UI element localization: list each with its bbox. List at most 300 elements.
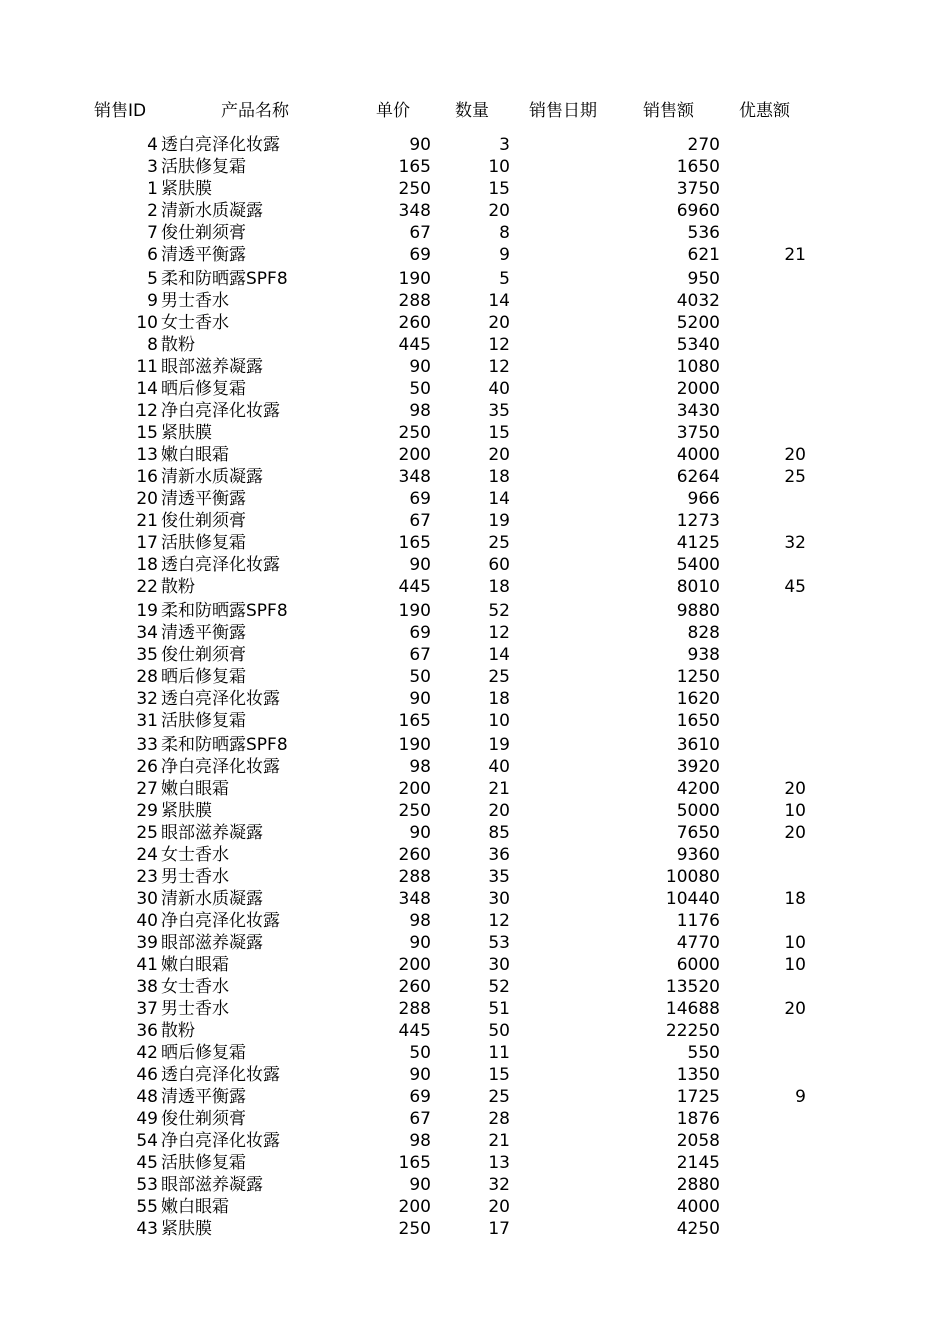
cell-sales-amount: 5340 — [676, 335, 720, 355]
cell-sales-id: 31 — [136, 711, 158, 731]
cell-discount: 45 — [784, 577, 806, 597]
table-row — [0, 244, 950, 266]
cell-sales-id: 41 — [136, 955, 158, 975]
cell-sales-amount: 22250 — [665, 1021, 720, 1041]
table-row — [0, 1042, 950, 1064]
cell-product-name: 柔和防晒露SPF8 — [161, 269, 288, 289]
cell-sales-id: 19 — [136, 601, 158, 621]
cell-product-name: 嫩白眼霜 — [161, 955, 229, 975]
table-row — [0, 312, 950, 334]
cell-sales-amount: 950 — [687, 269, 720, 289]
table-row — [0, 644, 950, 666]
cell-sales-id: 12 — [136, 401, 158, 421]
cell-product-name: 嫩白眼霜 — [161, 445, 229, 465]
cell-unit-price: 69 — [409, 1087, 431, 1107]
cell-sales-amount: 1650 — [676, 711, 720, 731]
cell-sales-id: 40 — [136, 911, 158, 931]
cell-unit-price: 67 — [409, 511, 431, 531]
cell-product-name: 女士香水 — [161, 313, 229, 333]
cell-quantity: 19 — [488, 511, 510, 531]
cell-product-name: 活肤修复霜 — [161, 711, 246, 731]
cell-sales-id: 16 — [136, 467, 158, 487]
table-row — [0, 1130, 950, 1152]
cell-quantity: 32 — [488, 1175, 510, 1195]
cell-unit-price: 90 — [409, 555, 431, 575]
table-row — [0, 866, 950, 888]
cell-product-name: 眼部滋养凝露 — [161, 933, 263, 953]
cell-unit-price: 200 — [398, 1197, 431, 1217]
cell-sales-id: 39 — [136, 933, 158, 953]
cell-quantity: 14 — [488, 489, 510, 509]
cell-sales-amount: 3750 — [676, 179, 720, 199]
cell-product-name: 清透平衡露 — [161, 245, 246, 265]
cell-sales-amount: 9880 — [676, 601, 720, 621]
table-row — [0, 576, 950, 598]
cell-sales-amount: 966 — [687, 489, 720, 509]
cell-sales-amount: 2880 — [676, 1175, 720, 1195]
table-row — [0, 756, 950, 778]
cell-sales-amount: 4125 — [676, 533, 720, 553]
cell-sales-id: 13 — [136, 445, 158, 465]
cell-unit-price: 90 — [409, 823, 431, 843]
cell-quantity: 52 — [488, 977, 510, 997]
cell-product-name: 晒后修复霜 — [161, 667, 246, 687]
cell-unit-price: 98 — [409, 757, 431, 777]
cell-product-name: 净白亮泽化妆露 — [161, 911, 280, 931]
cell-quantity: 50 — [488, 1021, 510, 1041]
cell-product-name: 女士香水 — [161, 977, 229, 997]
cell-quantity: 19 — [488, 735, 510, 755]
cell-discount: 9 — [795, 1087, 806, 1107]
cell-unit-price: 67 — [409, 645, 431, 665]
table-row — [0, 1152, 950, 1174]
cell-sales-id: 29 — [136, 801, 158, 821]
cell-discount: 20 — [784, 779, 806, 799]
cell-product-name: 清新水质凝露 — [161, 201, 263, 221]
cell-quantity: 12 — [488, 911, 510, 931]
table-row — [0, 134, 950, 156]
table-row — [0, 778, 950, 800]
table-row — [0, 888, 950, 910]
cell-product-name: 眼部滋养凝露 — [161, 357, 263, 377]
table-row — [0, 222, 950, 244]
cell-quantity: 14 — [488, 645, 510, 665]
cell-quantity: 17 — [488, 1219, 510, 1239]
table-row — [0, 844, 950, 866]
cell-unit-price: 98 — [409, 911, 431, 931]
cell-quantity: 12 — [488, 335, 510, 355]
cell-sales-id: 33 — [136, 735, 158, 755]
cell-quantity: 25 — [488, 533, 510, 553]
cell-quantity: 3 — [499, 135, 510, 155]
cell-unit-price: 67 — [409, 223, 431, 243]
cell-sales-id: 15 — [136, 423, 158, 443]
cell-product-name: 清透平衡露 — [161, 1087, 246, 1107]
table-row — [0, 1218, 950, 1240]
cell-sales-amount: 10440 — [665, 889, 720, 909]
table-row — [0, 932, 950, 954]
cell-unit-price: 445 — [398, 1021, 431, 1041]
cell-unit-price: 250 — [398, 801, 431, 821]
cell-unit-price: 69 — [409, 245, 431, 265]
cell-product-name: 晒后修复霜 — [161, 1043, 246, 1063]
cell-unit-price: 250 — [398, 1219, 431, 1239]
cell-sales-amount: 9360 — [676, 845, 720, 865]
table-row — [0, 1108, 950, 1130]
cell-quantity: 52 — [488, 601, 510, 621]
cell-sales-id: 22 — [136, 577, 158, 597]
cell-sales-amount: 4200 — [676, 779, 720, 799]
table-row — [0, 156, 950, 178]
cell-product-name: 活肤修复霜 — [161, 533, 246, 553]
cell-sales-amount: 3750 — [676, 423, 720, 443]
cell-sales-id: 4 — [147, 135, 158, 155]
header-sales-id: 销售ID — [94, 101, 147, 121]
cell-quantity: 25 — [488, 667, 510, 687]
cell-product-name: 紧肤膜 — [161, 179, 212, 199]
cell-quantity: 20 — [488, 201, 510, 221]
cell-discount: 20 — [784, 999, 806, 1019]
table-row — [0, 466, 950, 488]
cell-sales-amount: 828 — [687, 623, 720, 643]
table-row — [0, 1064, 950, 1086]
cell-quantity: 21 — [488, 779, 510, 799]
cell-sales-amount: 1650 — [676, 157, 720, 177]
cell-unit-price: 90 — [409, 1175, 431, 1195]
cell-sales-id: 37 — [136, 999, 158, 1019]
cell-discount: 18 — [784, 889, 806, 909]
cell-sales-amount: 270 — [687, 135, 720, 155]
table-row — [0, 400, 950, 422]
table-row — [0, 688, 950, 710]
cell-sales-id: 10 — [136, 313, 158, 333]
cell-sales-id: 8 — [147, 335, 158, 355]
cell-unit-price: 260 — [398, 845, 431, 865]
table-row — [0, 356, 950, 378]
cell-sales-id: 32 — [136, 689, 158, 709]
cell-sales-amount: 3430 — [676, 401, 720, 421]
cell-product-name: 女士香水 — [161, 845, 229, 865]
cell-unit-price: 69 — [409, 623, 431, 643]
table-row — [0, 710, 950, 732]
cell-sales-id: 9 — [147, 291, 158, 311]
cell-sales-amount: 1250 — [676, 667, 720, 687]
cell-quantity: 30 — [488, 955, 510, 975]
cell-sales-id: 43 — [136, 1219, 158, 1239]
cell-sales-id: 18 — [136, 555, 158, 575]
header-sales-date: 销售日期 — [529, 101, 597, 121]
cell-quantity: 36 — [488, 845, 510, 865]
cell-sales-id: 5 — [147, 269, 158, 289]
cell-unit-price: 200 — [398, 955, 431, 975]
cell-sales-amount: 3920 — [676, 757, 720, 777]
cell-quantity: 18 — [488, 467, 510, 487]
cell-product-name: 柔和防晒露SPF8 — [161, 735, 288, 755]
cell-quantity: 20 — [488, 1197, 510, 1217]
cell-unit-price: 165 — [398, 533, 431, 553]
cell-sales-id: 11 — [136, 357, 158, 377]
cell-product-name: 紧肤膜 — [161, 423, 212, 443]
cell-product-name: 透白亮泽化妆露 — [161, 555, 280, 575]
cell-quantity: 35 — [488, 867, 510, 887]
cell-product-name: 净白亮泽化妆露 — [161, 401, 280, 421]
cell-quantity: 5 — [499, 269, 510, 289]
cell-unit-price: 190 — [398, 735, 431, 755]
cell-quantity: 13 — [488, 1153, 510, 1173]
cell-quantity: 20 — [488, 445, 510, 465]
cell-product-name: 清透平衡露 — [161, 623, 246, 643]
table-row — [0, 1020, 950, 1042]
cell-product-name: 透白亮泽化妆露 — [161, 135, 280, 155]
cell-sales-amount: 536 — [687, 223, 720, 243]
table-row — [0, 290, 950, 312]
cell-sales-amount: 1176 — [676, 911, 720, 931]
cell-unit-price: 165 — [398, 157, 431, 177]
cell-quantity: 21 — [488, 1131, 510, 1151]
table-row — [0, 532, 950, 554]
cell-unit-price: 50 — [409, 667, 431, 687]
table-row — [0, 998, 950, 1020]
cell-unit-price: 190 — [398, 269, 431, 289]
cell-sales-amount: 6264 — [676, 467, 720, 487]
cell-product-name: 眼部滋养凝露 — [161, 823, 263, 843]
cell-sales-amount: 4000 — [676, 1197, 720, 1217]
cell-sales-id: 17 — [136, 533, 158, 553]
cell-unit-price: 288 — [398, 291, 431, 311]
cell-product-name: 晒后修复霜 — [161, 379, 246, 399]
cell-quantity: 60 — [488, 555, 510, 575]
cell-product-name: 柔和防晒露SPF8 — [161, 601, 288, 621]
cell-sales-id: 30 — [136, 889, 158, 909]
cell-quantity: 15 — [488, 179, 510, 199]
cell-sales-id: 23 — [136, 867, 158, 887]
table-row — [0, 598, 950, 622]
cell-unit-price: 348 — [398, 201, 431, 221]
cell-unit-price: 250 — [398, 423, 431, 443]
cell-quantity: 20 — [488, 801, 510, 821]
cell-sales-id: 36 — [136, 1021, 158, 1041]
table-row — [0, 554, 950, 576]
cell-sales-id: 55 — [136, 1197, 158, 1217]
cell-sales-amount: 3610 — [676, 735, 720, 755]
cell-sales-amount: 5400 — [676, 555, 720, 575]
cell-quantity: 25 — [488, 1087, 510, 1107]
cell-product-name: 男士香水 — [161, 867, 229, 887]
cell-unit-price: 90 — [409, 933, 431, 953]
cell-sales-id: 45 — [136, 1153, 158, 1173]
table-row — [0, 1196, 950, 1218]
cell-sales-amount: 2145 — [676, 1153, 720, 1173]
table-row — [0, 1174, 950, 1196]
cell-sales-id: 1 — [147, 179, 158, 199]
cell-sales-amount: 4032 — [676, 291, 720, 311]
cell-unit-price: 165 — [398, 1153, 431, 1173]
cell-unit-price: 200 — [398, 779, 431, 799]
cell-unit-price: 98 — [409, 401, 431, 421]
cell-sales-id: 7 — [147, 223, 158, 243]
cell-quantity: 10 — [488, 711, 510, 731]
cell-quantity: 53 — [488, 933, 510, 953]
cell-quantity: 30 — [488, 889, 510, 909]
cell-unit-price: 69 — [409, 489, 431, 509]
cell-sales-id: 53 — [136, 1175, 158, 1195]
table-row — [0, 622, 950, 644]
cell-product-name: 俊仕剃须膏 — [161, 511, 246, 531]
cell-quantity: 18 — [488, 577, 510, 597]
data-rows — [0, 134, 950, 1240]
cell-unit-price: 90 — [409, 135, 431, 155]
cell-sales-amount: 1080 — [676, 357, 720, 377]
cell-unit-price: 288 — [398, 999, 431, 1019]
cell-product-name: 活肤修复霜 — [161, 157, 246, 177]
cell-discount: 10 — [784, 801, 806, 821]
cell-product-name: 嫩白眼霜 — [161, 1197, 229, 1217]
cell-product-name: 清新水质凝露 — [161, 889, 263, 909]
cell-sales-amount: 1350 — [676, 1065, 720, 1085]
cell-product-name: 散粉 — [161, 577, 195, 597]
cell-quantity: 12 — [488, 357, 510, 377]
cell-sales-amount: 938 — [687, 645, 720, 665]
header-sales-amount: 销售额 — [643, 101, 694, 121]
cell-unit-price: 165 — [398, 711, 431, 731]
cell-sales-amount: 4000 — [676, 445, 720, 465]
cell-sales-id: 42 — [136, 1043, 158, 1063]
cell-product-name: 净白亮泽化妆露 — [161, 1131, 280, 1151]
cell-sales-id: 26 — [136, 757, 158, 777]
cell-unit-price: 445 — [398, 335, 431, 355]
cell-unit-price: 348 — [398, 889, 431, 909]
cell-sales-id: 24 — [136, 845, 158, 865]
cell-quantity: 15 — [488, 1065, 510, 1085]
cell-product-name: 俊仕剃须膏 — [161, 1109, 246, 1129]
cell-quantity: 18 — [488, 689, 510, 709]
cell-sales-id: 6 — [147, 245, 158, 265]
cell-product-name: 清新水质凝露 — [161, 467, 263, 487]
table-row — [0, 178, 950, 200]
cell-quantity: 35 — [488, 401, 510, 421]
cell-product-name: 紧肤膜 — [161, 1219, 212, 1239]
cell-sales-amount: 6960 — [676, 201, 720, 221]
cell-unit-price: 288 — [398, 867, 431, 887]
table-row — [0, 666, 950, 688]
cell-discount: 32 — [784, 533, 806, 553]
cell-quantity: 10 — [488, 157, 510, 177]
header-unit-price: 单价 — [376, 101, 410, 121]
cell-quantity: 11 — [488, 1043, 510, 1063]
cell-unit-price: 250 — [398, 179, 431, 199]
cell-unit-price: 90 — [409, 1065, 431, 1085]
cell-unit-price: 98 — [409, 1131, 431, 1151]
cell-discount: 10 — [784, 933, 806, 953]
cell-product-name: 活肤修复霜 — [161, 1153, 246, 1173]
header-discount: 优惠额 — [739, 101, 790, 121]
cell-sales-amount: 5200 — [676, 313, 720, 333]
table-row — [0, 266, 950, 290]
cell-sales-amount: 1273 — [676, 511, 720, 531]
cell-sales-amount: 5000 — [676, 801, 720, 821]
cell-sales-amount: 6000 — [676, 955, 720, 975]
table-row — [0, 488, 950, 510]
cell-product-name: 男士香水 — [161, 291, 229, 311]
cell-sales-id: 54 — [136, 1131, 158, 1151]
cell-sales-id: 34 — [136, 623, 158, 643]
cell-sales-amount: 2058 — [676, 1131, 720, 1151]
table-row — [0, 444, 950, 466]
table-row — [0, 422, 950, 444]
cell-sales-amount: 7650 — [676, 823, 720, 843]
table-row — [0, 732, 950, 756]
cell-sales-id: 46 — [136, 1065, 158, 1085]
cell-unit-price: 90 — [409, 357, 431, 377]
table-row — [0, 510, 950, 532]
cell-sales-id: 14 — [136, 379, 158, 399]
cell-discount: 10 — [784, 955, 806, 975]
cell-sales-amount: 550 — [687, 1043, 720, 1063]
cell-product-name: 俊仕剃须膏 — [161, 223, 246, 243]
cell-unit-price: 260 — [398, 313, 431, 333]
cell-product-name: 嫩白眼霜 — [161, 779, 229, 799]
cell-sales-id: 21 — [136, 511, 158, 531]
table-row — [0, 910, 950, 932]
table-row — [0, 200, 950, 222]
cell-discount: 21 — [784, 245, 806, 265]
cell-sales-id: 48 — [136, 1087, 158, 1107]
cell-sales-amount: 4250 — [676, 1219, 720, 1239]
cell-sales-id: 38 — [136, 977, 158, 997]
table-row — [0, 822, 950, 844]
cell-quantity: 14 — [488, 291, 510, 311]
cell-quantity: 28 — [488, 1109, 510, 1129]
cell-product-name: 散粉 — [161, 335, 195, 355]
header-quantity: 数量 — [455, 101, 489, 121]
cell-product-name: 透白亮泽化妆露 — [161, 1065, 280, 1085]
table-row — [0, 1086, 950, 1108]
cell-sales-id: 25 — [136, 823, 158, 843]
cell-sales-id: 27 — [136, 779, 158, 799]
cell-unit-price: 260 — [398, 977, 431, 997]
cell-product-name: 男士香水 — [161, 999, 229, 1019]
cell-sales-amount: 14688 — [665, 999, 720, 1019]
table-row — [0, 976, 950, 998]
cell-product-name: 眼部滋养凝露 — [161, 1175, 263, 1195]
cell-quantity: 12 — [488, 623, 510, 643]
table-row — [0, 378, 950, 400]
table-row — [0, 800, 950, 822]
cell-sales-id: 3 — [147, 157, 158, 177]
cell-product-name: 透白亮泽化妆露 — [161, 689, 280, 709]
cell-sales-amount: 2000 — [676, 379, 720, 399]
cell-unit-price: 190 — [398, 601, 431, 621]
cell-product-name: 俊仕剃须膏 — [161, 645, 246, 665]
cell-quantity: 8 — [499, 223, 510, 243]
cell-unit-price: 90 — [409, 689, 431, 709]
cell-sales-amount: 13520 — [665, 977, 720, 997]
cell-sales-id: 20 — [136, 489, 158, 509]
cell-unit-price: 50 — [409, 1043, 431, 1063]
cell-sales-amount: 1876 — [676, 1109, 720, 1129]
header-product-name: 产品名称 — [221, 101, 289, 121]
cell-product-name: 清透平衡露 — [161, 489, 246, 509]
cell-unit-price: 445 — [398, 577, 431, 597]
cell-discount: 25 — [784, 467, 806, 487]
cell-quantity: 15 — [488, 423, 510, 443]
cell-quantity: 85 — [488, 823, 510, 843]
cell-product-name: 净白亮泽化妆露 — [161, 757, 280, 777]
cell-unit-price: 348 — [398, 467, 431, 487]
cell-product-name: 散粉 — [161, 1021, 195, 1041]
cell-quantity: 9 — [499, 245, 510, 265]
cell-unit-price: 50 — [409, 379, 431, 399]
